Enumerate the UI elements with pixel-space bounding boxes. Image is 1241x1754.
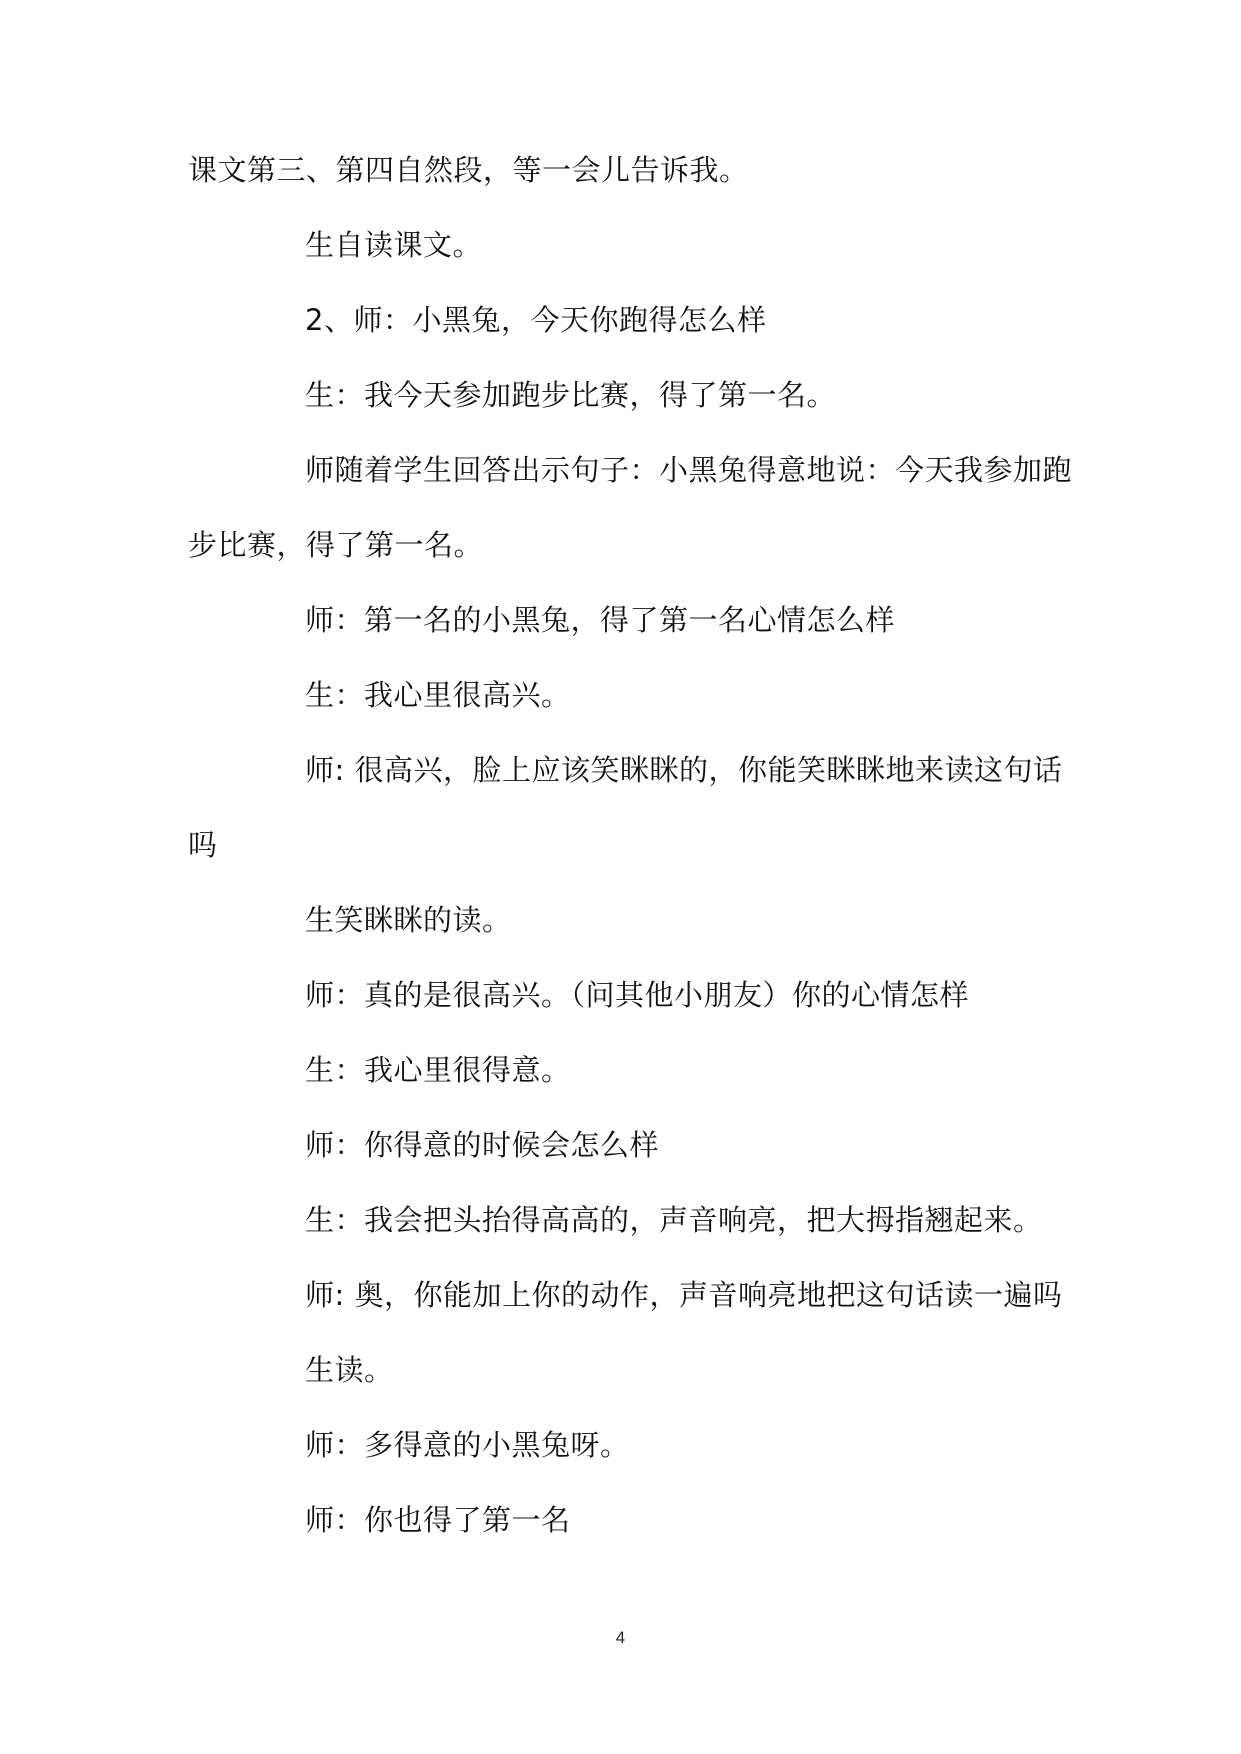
- text-line: 生：我心里很高兴。: [305, 678, 571, 712]
- text-line: 生：我心里很得意。: [305, 1053, 571, 1087]
- text-line: 课文第三、第四自然段，等一会儿告诉我。: [188, 153, 749, 187]
- page-number: 4: [615, 1628, 626, 1647]
- text-line: 生：我今天参加跑步比赛，得了第一名。: [305, 378, 837, 412]
- text-line: 生读。: [305, 1353, 394, 1387]
- text-line: 生笑眯眯的读。: [305, 903, 512, 937]
- text-line: 师随着学生回答出示句子：小黑兔得意地说：今天我参加跑: [305, 453, 1073, 487]
- text-line: 师: 很高兴，脸上应该笑眯眯的，你能笑眯眯地来读这句话: [305, 753, 1063, 787]
- text-line: 2、师：小黑兔，今天你跑得怎么样: [305, 303, 767, 337]
- text-line: 师: 奥，你能加上你的动作，声音响亮地把这句话读一遍吗: [305, 1278, 1063, 1312]
- text-line: 生自读课文。: [305, 228, 483, 262]
- text-line: 步比赛，得了第一名。: [188, 528, 484, 562]
- text-line: 吗: [188, 828, 218, 862]
- text-line: 生：我会把头抬得高高的，声音响亮，把大拇指翘起来。: [305, 1203, 1043, 1237]
- text-line: 师：你也得了第一名: [305, 1503, 571, 1537]
- text-line: 师：你得意的时候会怎么样: [305, 1128, 660, 1162]
- text-line: 师：真的是很高兴。（问其他小朋友）你的心情怎样: [305, 978, 970, 1012]
- text-line: 师：多得意的小黑兔呀。: [305, 1428, 630, 1462]
- text-line: 师：第一名的小黑兔，得了第一名心情怎么样: [305, 603, 896, 637]
